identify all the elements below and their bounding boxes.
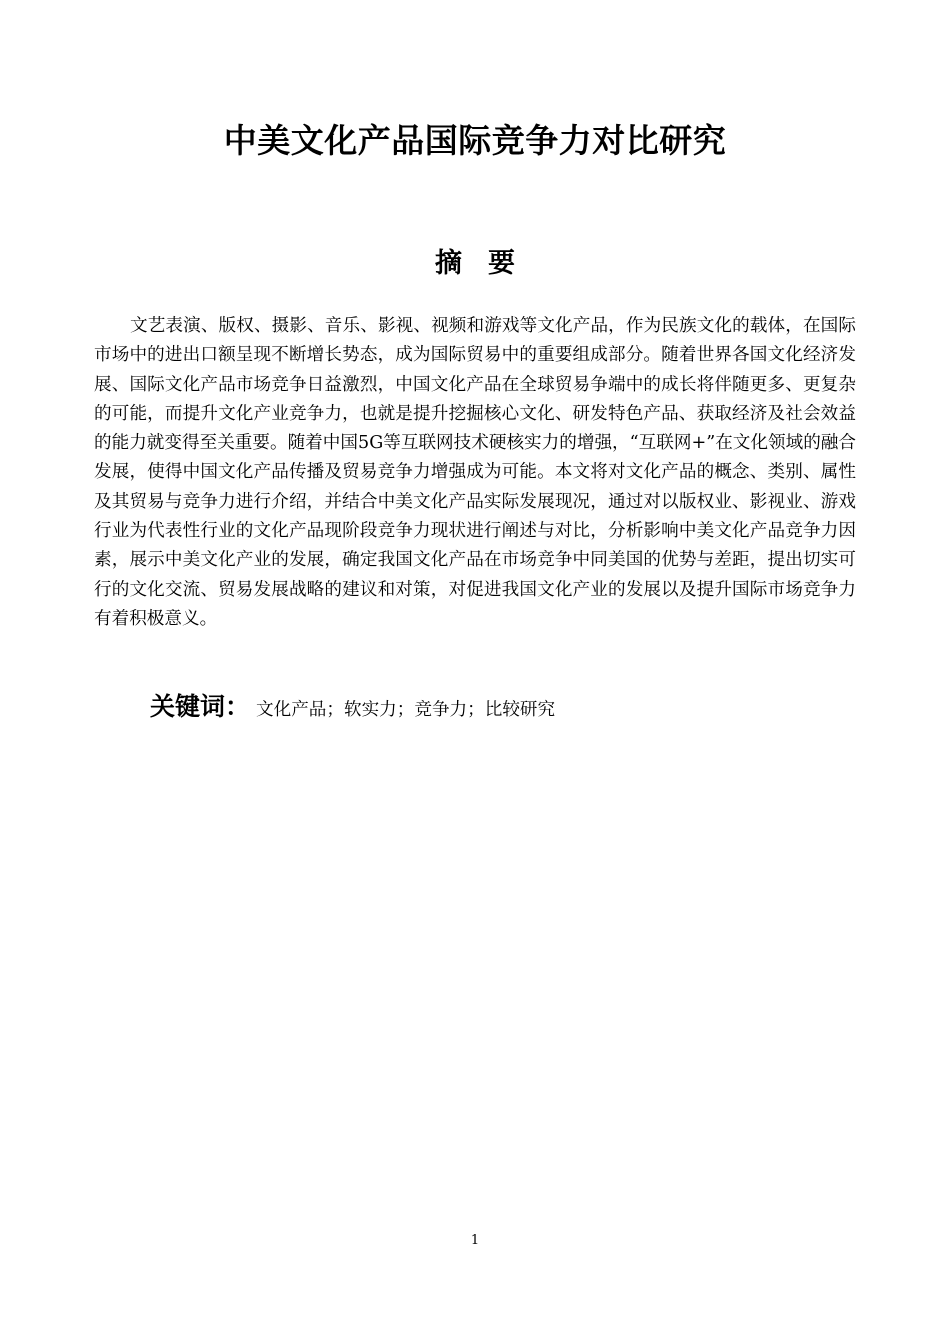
keywords-label: 关键词： — [150, 692, 251, 721]
abstract-paragraph: 文艺表演、版权、摄影、音乐、影视、视频和游戏等文化产品，作为民族文化的载体，在国际市场中的进出口额呈现不断增长势态，成为国际贸易中的重要组成部分。随着世界各国文化经济发展、国际文化产品市场竞争日益激烈，中国文化产品在全球贸易争端中的成长将伴随更多、更复杂的可能，而提升文化产业竞争力，也就是提升挖掘核心文化、研发特色产品、获取经济及社会效益的能力就变得至关重要。随着中国5G等互联网技术硬核实力的增强，“互联网+”在文化领域的融合发展，使得中国文化产品传播及贸易竞争力增强成为可能。本文将对文化产品的概念、类别、属性及其贸易与竞争力进行介绍，并结合中美文化产品实际发展现况，通过对以版权业、影视业、游戏行业为代表性行业的文化产品现阶段竞争力现状进行阐述与对比，分析影响中美文化产品竞争力因素，展示中美文化产业的发展，确定我国文化产品在市场竞争中同美国的优势与差距，提出切实可行的文化交流、贸易发展战略的建议和对策，对促进我国文化产业的发展以及提升国际市场竞争力有着积极意义。 — [94, 316, 856, 629]
abstract-heading: 摘要 — [435, 248, 541, 279]
page-number: 1 — [470, 1233, 480, 1248]
paper-title: 中美文化产品国际竞争力对比研究 — [223, 121, 727, 160]
keywords-line — [150, 688, 850, 729]
keywords-value: 文化产品；软实力；竞争力；比较研究 — [256, 700, 556, 720]
